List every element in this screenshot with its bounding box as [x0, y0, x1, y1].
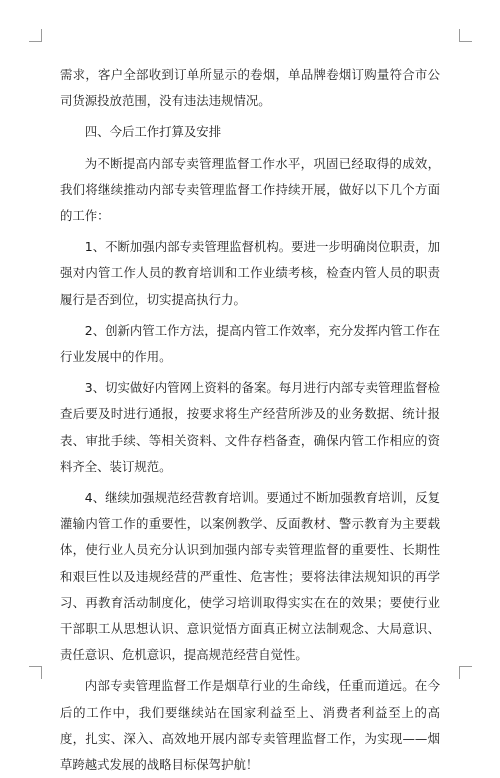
section-heading: 四、今后工作打算及安排	[84, 124, 222, 140]
paragraph-item-2: 2、创新内管工作方法，提高内管工作效率，充分发挥内管工作在行业发展中的作用。	[60, 322, 440, 365]
document-body	[60, 62, 440, 778]
crop-mark-bottom-right	[459, 666, 472, 679]
crop-mark-bottom-left	[29, 666, 42, 679]
paragraph-item-3: 3、切实做好内管网上资料的备案。每月进行内部专卖管理监督检查后要及时进行通报，按要求将生产经营所涉及的业务数据、统计报表、审批手续、等相关资料、文件存档备查，确保内管工作相应的资料齐全、装订规范。	[60, 380, 440, 474]
paragraph-item-1: 1、不断加强内部专卖管理监督机构。要进一步明确岗位职责，加强对内管工作人员的教育培训和工作业绩考核，检查内管人员的职责履行是否到位，切实提高执行力。	[60, 239, 440, 307]
crop-mark-top-left	[29, 29, 42, 42]
paragraph-conclusion: 内部专卖管理监督工作是烟草行业的生命线，任重而道远。在今后的工作中，我们要继续站在国家利益至上、消费者利益至上的高度，扎实、深入、高效地开展内部专卖管理监督工作，为实现——烟草跨越式发展的战略目标保驾护航！	[60, 678, 440, 773]
paragraph-intro: 为不断提高内部专卖管理监督工作水平，巩固已经取得的成效，我们将继续推动内部专卖管理监督工作持续开展，做好以下几个方面的工作：	[60, 155, 440, 224]
paragraph-item-4: 4、继续加强规范经营教育培训。要通过不断加强教育培训，反复灌输内管工作的重要性，以案例教学、反面教材、警示教育为主要载体，使行业人员充分认识到加强内部专卖管理监督的重要性、长期性和艰巨性以及违规经营的严重性、危害性；要将法律法规知识的再学习、再教育活动制度化，使学习培训取得实实在在的效果；要使行业干部职工从思想认识、意识觉悟方面真正树立法制观念、大局意识、责任意识、危机意识，提高规范经营自觉性。	[60, 490, 440, 663]
crop-mark-top-right	[459, 29, 472, 42]
paragraph-continuation: 需求，客户全部收到订单所显示的卷烟，单品牌卷烟订购量符合市公司货源投放范围，没有违法违规情况。	[60, 67, 440, 109]
